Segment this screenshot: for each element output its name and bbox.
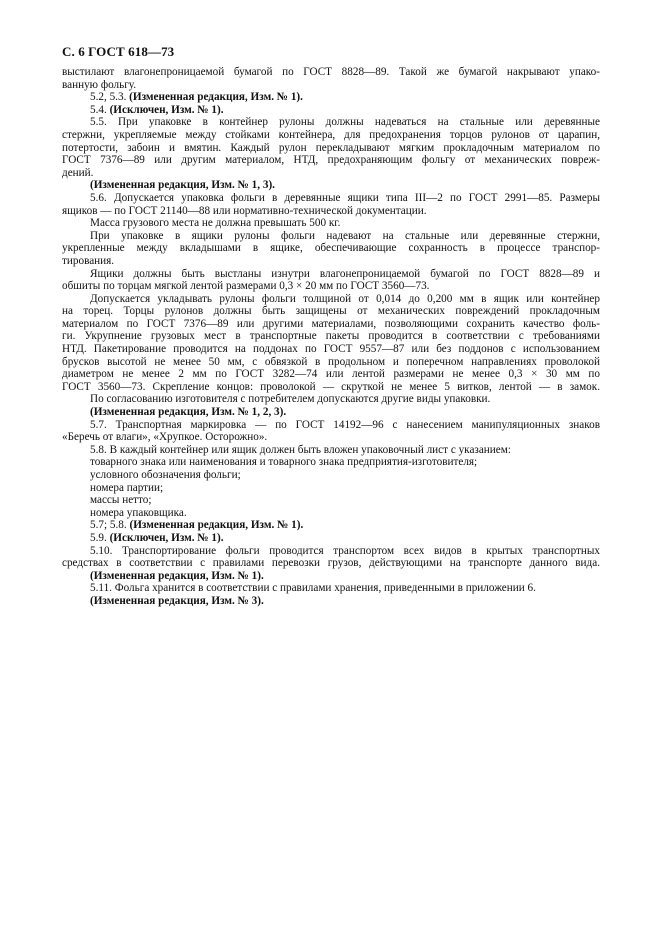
- text-line: [62, 192, 600, 205]
- text-line: [62, 305, 600, 318]
- line-text: 5.4.: [90, 103, 107, 116]
- text-line: [62, 154, 600, 167]
- text-line: [62, 142, 600, 155]
- text-line: [62, 343, 600, 356]
- line-text: 5.10. Транспортирование фольги проводится транспортом всех видов в крытых транспортных: [90, 544, 600, 557]
- text-line: [62, 519, 600, 532]
- text-line: [62, 507, 600, 520]
- text-line: [62, 368, 600, 381]
- line-text: ящиков — по ГОСТ 21140—88 или нормативно-технической документации.: [62, 204, 427, 217]
- line-text: дений.: [62, 166, 94, 179]
- text-line: [62, 318, 600, 331]
- line-text: НТД. Пакетирование проводится на поддонах по ГОСТ 9557—87 или без поддонов с использованием: [62, 343, 600, 356]
- line-text: 5.7. Транспортная маркировка — по ГОСТ 14192—96 с нанесением манипуляционных знаков: [90, 418, 600, 431]
- revision-note: (Исключен, Изм. № 1).: [109, 531, 224, 544]
- revision-note: (Измененная редакция, Изм. № 1, 2, 3).: [90, 406, 287, 419]
- line-text: стержни, укрепляемые между стойками контейнера, для предохранения торцов рулонов от царапин,: [62, 128, 600, 141]
- text-line: [62, 330, 600, 343]
- text-line: [62, 456, 600, 469]
- text-line: [62, 381, 600, 394]
- line-text: 5.11. Фольга хранится в соответствии с правилами хранения, приведенными в приложении 6.: [90, 582, 536, 595]
- revision-note: (Измененная редакция, Изм. № 3).: [90, 594, 264, 607]
- revision-note: (Измененная редакция, Изм. № 1).: [129, 91, 303, 104]
- text-line: [62, 167, 600, 180]
- line-text: ванную фольгу.: [62, 78, 137, 91]
- revision-note: (Исключен, Изм. № 1).: [109, 103, 224, 116]
- line-text: на торец. Торцы рулонов должны быть защищены от механических повреждений прокладочным: [62, 305, 600, 318]
- line-text: 5.5. При упаковке в контейнер рулоны должны надеваться на стальные или деревянные: [90, 116, 600, 129]
- page-header: С. 6 ГОСТ 618—73: [62, 44, 175, 59]
- text-line: [62, 482, 600, 495]
- text-line: [62, 532, 600, 545]
- line-text: обшиты по торцам мягкой лентой размерами 0,3 × 20 мм по ГОСТ 3560—73.: [62, 280, 430, 293]
- text-line: [62, 129, 600, 142]
- text-line: [62, 419, 600, 432]
- text-line: [62, 293, 600, 306]
- text-line: [62, 406, 600, 419]
- text-line: [62, 242, 600, 255]
- text-line: [62, 280, 600, 293]
- line-text: средствах в соответствии с правилами перевозки грузов, действующими на транспорте данного вида.: [62, 557, 600, 570]
- text-line: [62, 570, 600, 583]
- line-text: При упаковке в ящики рулоны фольги надевают на стальные или деревянные стержни,: [90, 229, 600, 242]
- text-line: [62, 205, 600, 218]
- text-line: [62, 179, 600, 192]
- line-text: 5.2, 5.3.: [90, 91, 127, 104]
- line-text: ГОСТ 3560—73. Скрепление концов: проволокой — скруткой не менее 5 витков, лентой — в замок.: [62, 380, 600, 393]
- text-line: [62, 255, 600, 268]
- line-text: Ящики должны быть выстланы изнутри влагонепроницаемой бумагой по ГОСТ 8828—89 и: [90, 267, 600, 280]
- line-text: 5.8. В каждый контейнер или ящик должен быть вложен упаковочный лист с указанием:: [90, 443, 511, 456]
- text-line: [62, 494, 600, 507]
- text-line: [62, 393, 600, 406]
- text-line: [62, 356, 600, 369]
- text-line: [62, 582, 600, 595]
- text-line: [62, 469, 600, 482]
- document-body: [62, 66, 600, 608]
- text-line: [62, 444, 600, 457]
- line-text: 5.9.: [90, 531, 107, 544]
- line-text: ГОСТ 7376—89 или другим материалом, НТД, предохраняющим фольгу от механических повреж-: [62, 154, 600, 167]
- line-text: ги. Укрупнение грузовых мест в транспортные пакеты проводится в соответствии с требованиями: [62, 330, 600, 343]
- line-text: Допускается укладывать рулоны фольги толщиной от 0,014 до 0,200 мм в ящик или контейнер: [90, 292, 600, 305]
- revision-note: (Измененная редакция, Изм. № 1).: [90, 569, 264, 582]
- line-text: «Беречь от влаги», «Хрупкое. Осторожно».: [62, 431, 268, 444]
- text-line: [62, 104, 600, 117]
- revision-note: (Измененная редакция, Изм. № 1, 3).: [90, 179, 275, 192]
- text-line: [62, 268, 600, 281]
- text-line: [62, 545, 600, 558]
- line-text: диаметром не менее 2 мм по ГОСТ 3282—74 или лентой размерами не менее 0,3 × 30 мм по: [62, 368, 600, 381]
- text-line: [62, 557, 600, 570]
- line-text: номера партии;: [90, 481, 164, 494]
- line-text: материалом по ГОСТ 7376—89 или другими материалами, позволяющими сохранить качество фоль-: [62, 317, 600, 330]
- line-text: массы нетто;: [90, 494, 152, 507]
- line-text: Масса грузового места не должна превышать 500 кг.: [90, 217, 341, 230]
- line-text: номера упаковщика.: [90, 506, 187, 519]
- line-text: 5.7; 5.8.: [90, 519, 127, 532]
- line-text: укрепленные между вкладышами в ящике, обеспечивающие сохранность в процессе транспор-: [62, 242, 600, 255]
- text-line: [62, 230, 600, 243]
- text-line: [62, 91, 600, 104]
- line-text: По согласованию изготовителя с потребителем допускаются другие виды упаковки.: [90, 393, 491, 406]
- text-line: [62, 217, 600, 230]
- line-text: выстилают влагонепроницаемой бумагой по ГОСТ 8828—89. Такой же бумагой накрывают упако-: [62, 66, 600, 78]
- line-text: условного обозначения фольги;: [90, 469, 241, 481]
- line-text: тирования.: [62, 254, 115, 267]
- line-text: брусков высотой не менее 50 мм, с обвязкой в продольном и поперечном направлениях проволокой: [62, 355, 600, 368]
- text-line: [62, 595, 600, 608]
- text-line: [62, 66, 600, 79]
- line-text: потертости, забоин и вмятин. Каждый рулон перекладывают мягким прокладочным материалом по: [62, 141, 600, 154]
- line-text: 5.6. Допускается упаковка фольги в деревянные ящики типа III—2 по ГОСТ 2991—85. Размеры: [90, 191, 600, 204]
- revision-note: (Измененная редакция, Изм. № 1).: [129, 519, 304, 532]
- text-line: [62, 79, 600, 92]
- line-text: товарного знака или наименования и товарного знака предприятия-изготовителя;: [90, 456, 478, 469]
- text-line: [62, 431, 600, 444]
- text-line: [62, 116, 600, 129]
